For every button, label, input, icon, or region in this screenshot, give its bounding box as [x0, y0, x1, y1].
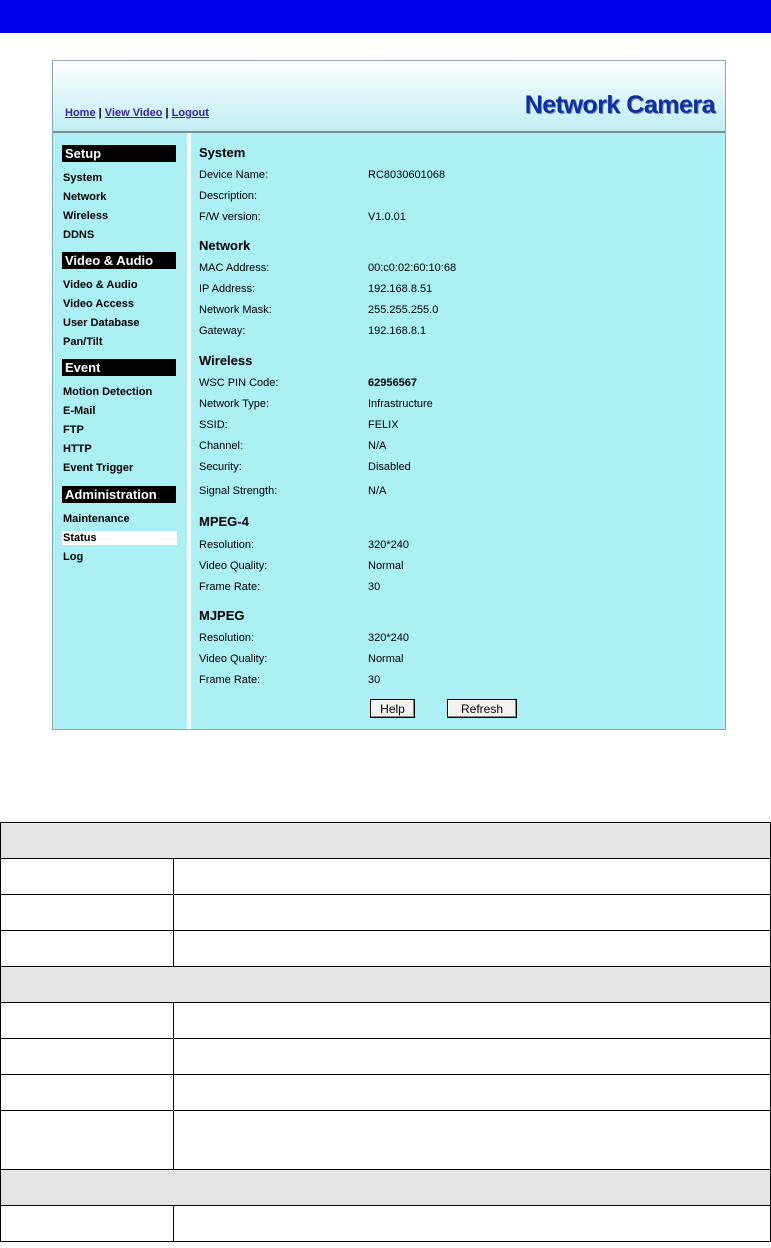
- value-mjpeg-resolution: 320*240: [368, 632, 409, 644]
- label-network-mask: Network Mask:: [199, 304, 272, 316]
- home-link[interactable]: Home: [65, 107, 96, 119]
- section-title-network: Network: [199, 238, 251, 253]
- sidebar-item-log[interactable]: Log: [63, 551, 84, 563]
- sidebar-item-http[interactable]: HTTP: [63, 443, 92, 455]
- table-cell: [1, 859, 174, 895]
- section-title-system: System: [199, 145, 246, 160]
- view-video-link[interactable]: View Video: [104, 107, 163, 119]
- label-security: Security:: [199, 461, 242, 473]
- label-network-type: Network Type:: [199, 398, 270, 410]
- value-ip-address: 192.168.8.51: [368, 283, 433, 295]
- value-mpeg4-frame-rate: 30: [368, 581, 381, 593]
- nav-separator: |: [162, 107, 172, 119]
- value-mac-address: 00:c0:02:60:10:68: [368, 262, 457, 274]
- sidebar-section-setup: Setup: [62, 145, 176, 162]
- table-row: [1, 1111, 771, 1170]
- table-section-row: [1, 1170, 771, 1206]
- sidebar-item-wireless[interactable]: Wireless: [63, 210, 109, 222]
- sidebar-item-ddns[interactable]: DDNS: [63, 229, 95, 241]
- label-mpeg4-resolution: Resolution:: [199, 539, 255, 551]
- table-cell: [1, 1075, 174, 1111]
- table-cell: [174, 1075, 771, 1111]
- brand-logo: Network Camera: [524, 91, 715, 119]
- label-mjpeg-resolution: Resolution:: [199, 632, 255, 644]
- sidebar-item-event-trigger[interactable]: Event Trigger: [63, 462, 134, 474]
- table-row: [1, 859, 771, 895]
- camera-web-ui: [52, 60, 726, 730]
- value-network-type: Infrastructure: [368, 398, 433, 410]
- sidebar-item-ftp[interactable]: FTP: [63, 424, 84, 436]
- sidebar-item-system[interactable]: System: [63, 172, 103, 184]
- label-wsc-pin: WSC PIN Code:: [199, 377, 279, 389]
- description-table: [0, 822, 771, 1242]
- table-cell: [1, 1039, 174, 1075]
- top-banner: [0, 0, 771, 33]
- value-fw-version: V1.0.01: [368, 211, 406, 223]
- table-cell: [1, 967, 771, 1003]
- table-row: [1, 1206, 771, 1242]
- table-cell: [174, 1111, 771, 1170]
- label-gateway: Gateway:: [199, 325, 246, 337]
- table-cell: [1, 931, 174, 967]
- section-title-wireless: Wireless: [199, 353, 253, 368]
- table-row: [1, 931, 771, 967]
- table-cell: [1, 1003, 174, 1039]
- sidebar-item-network[interactable]: Network: [63, 191, 107, 203]
- sidebar-section-administration: Administration: [62, 486, 176, 503]
- section-title-mpeg4: MPEG-4: [199, 514, 249, 529]
- logout-link[interactable]: Logout: [171, 107, 209, 119]
- value-device-name: RC8030601068: [368, 169, 446, 181]
- value-wsc-pin: 62956567: [368, 377, 417, 389]
- top-nav: [65, 107, 209, 119]
- refresh-button[interactable]: Refresh: [447, 699, 517, 718]
- sidebar-section-video-audio: Video & Audio: [62, 252, 176, 269]
- label-mpeg4-quality: Video Quality:: [199, 560, 268, 572]
- value-security: Disabled: [368, 461, 411, 473]
- table-cell: [174, 859, 771, 895]
- help-button[interactable]: Help: [370, 699, 415, 718]
- value-mjpeg-frame-rate: 30: [368, 674, 381, 686]
- table-cell: [174, 1003, 771, 1039]
- label-device-name: Device Name:: [199, 169, 269, 181]
- label-ip-address: IP Address:: [199, 283, 256, 295]
- sidebar-item-maintenance[interactable]: Maintenance: [63, 513, 130, 525]
- table-cell: [1, 1206, 174, 1242]
- label-fw-version: F/W version:: [199, 211, 261, 223]
- table-section-row: [1, 967, 771, 1003]
- table-cell: [1, 895, 174, 931]
- value-signal-strength: N/A: [368, 485, 387, 497]
- status-panel: [191, 133, 725, 729]
- camera-header: [53, 61, 725, 133]
- label-ssid: SSID:: [199, 419, 228, 431]
- sidebar: [53, 133, 191, 729]
- table-cell: [174, 1206, 771, 1242]
- table-cell: [174, 1039, 771, 1075]
- value-mpeg4-resolution: 320*240: [368, 539, 409, 551]
- value-mpeg4-quality: Normal: [368, 560, 404, 572]
- table-row: [1, 895, 771, 931]
- section-title-mjpeg: MJPEG: [199, 608, 245, 623]
- table-row: [1, 1075, 771, 1111]
- value-ssid: FELIX: [368, 419, 399, 431]
- table-cell: [1, 823, 771, 859]
- table-row: [1, 1003, 771, 1039]
- table-cell: [1, 1170, 771, 1206]
- label-mpeg4-frame-rate: Frame Rate:: [199, 581, 261, 593]
- nav-separator: |: [95, 107, 105, 119]
- table-section-row: [1, 823, 771, 859]
- sidebar-item-video-access[interactable]: Video Access: [63, 298, 134, 310]
- sidebar-item-pan-tilt[interactable]: Pan/Tilt: [63, 336, 103, 348]
- sidebar-item-email[interactable]: E-Mail: [63, 405, 96, 417]
- sidebar-section-event: Event: [62, 359, 176, 376]
- label-mjpeg-quality: Video Quality:: [199, 653, 268, 665]
- label-channel: Channel:: [199, 440, 244, 452]
- table-row: [1, 1039, 771, 1075]
- table-cell: [174, 895, 771, 931]
- table-cell: [174, 931, 771, 967]
- sidebar-item-video-audio[interactable]: Video & Audio: [63, 279, 138, 291]
- value-mjpeg-quality: Normal: [368, 653, 404, 665]
- sidebar-item-status[interactable]: Status: [62, 531, 177, 545]
- value-channel: N/A: [368, 440, 387, 452]
- label-signal-strength: Signal Strength:: [199, 485, 278, 497]
- value-network-mask: 255.255.255.0: [368, 304, 439, 316]
- label-mjpeg-frame-rate: Frame Rate:: [199, 674, 261, 686]
- sidebar-item-user-database[interactable]: User Database: [63, 317, 140, 329]
- table-cell: [1, 1111, 174, 1170]
- sidebar-item-motion-detection[interactable]: Motion Detection: [63, 386, 153, 398]
- label-mac-address: MAC Address:: [199, 262, 270, 274]
- label-description: Description:: [199, 190, 258, 202]
- value-gateway: 192.168.8.1: [368, 325, 427, 337]
